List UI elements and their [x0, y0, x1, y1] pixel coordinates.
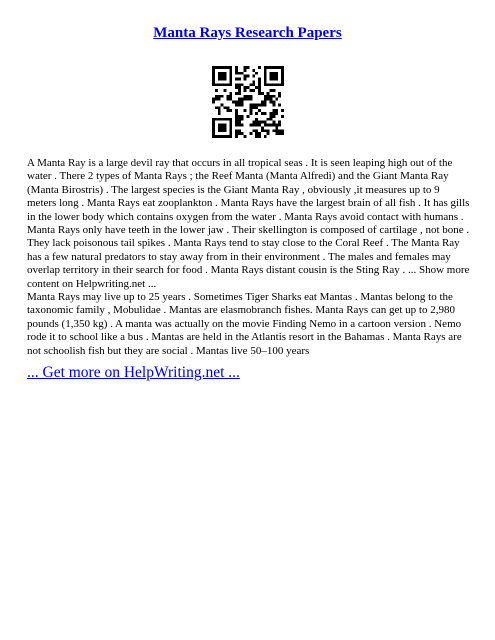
qr-module: [252, 69, 255, 72]
qr-module: [258, 80, 261, 83]
qr-module: [212, 72, 215, 75]
qr-module: [264, 78, 267, 81]
qr-module: [255, 112, 258, 115]
qr-module: [258, 121, 261, 124]
qr-module: [229, 66, 232, 69]
qr-module: [212, 132, 215, 135]
qr-module: [229, 69, 232, 72]
qr-module: [212, 98, 215, 101]
get-more-link[interactable]: ... Get more on HelpWriting.net ...: [27, 364, 240, 381]
qr-module: [218, 109, 221, 112]
qr-module: [278, 83, 281, 86]
qr-module: [229, 118, 232, 121]
qr-module: [229, 83, 232, 86]
qr-module: [221, 72, 224, 75]
qr-module: [249, 124, 252, 127]
qr-module: [247, 95, 250, 98]
qr-module: [258, 83, 261, 86]
qr-module: [252, 89, 255, 92]
qr-module: [241, 83, 244, 86]
qr-module: [270, 89, 273, 92]
qr-module: [235, 135, 238, 138]
qr-module: [249, 112, 252, 115]
qr-module: [278, 132, 281, 135]
qr-module: [275, 72, 278, 75]
qr-module: [235, 124, 238, 127]
qr-module: [272, 78, 275, 81]
qr-module: [226, 66, 229, 69]
qr-module: [235, 72, 238, 75]
qr-module: [281, 83, 284, 86]
qr-module: [261, 92, 264, 95]
qr-module: [238, 101, 241, 104]
qr-module: [249, 132, 252, 135]
qr-module: [264, 75, 267, 78]
qr-module: [270, 118, 273, 121]
qr-module: [258, 78, 261, 81]
qr-module: [215, 83, 218, 86]
paragraph-2: Manta Rays may live up to 25 years . Sometimes Tiger Sharks eat Mantas . Mantas belong to the taxonomic family , Mobulidae . Mantas are elasmobranch fishes. Manta Rays can get up to 2,980 pounds (1,350 kg) . A manta was actually on the movie Finding Nemo in a cartoon version . Nemo rode it to school like a bus . Mantas are held in the Atlantis resort in the Bahamas . Manta Rays are not schoolish fish but they are social . Mantas live 50–100 years: [27, 291, 462, 357]
qr-module: [249, 95, 252, 98]
qr-module: [278, 66, 281, 69]
qr-module: [272, 129, 275, 132]
qr-module: [264, 135, 267, 138]
qr-module: [241, 72, 244, 75]
qr-module: [278, 121, 281, 124]
qr-module: [238, 89, 241, 92]
qr-module: [229, 124, 232, 127]
qr-module: [224, 72, 227, 75]
qr-module: [264, 101, 267, 104]
qr-module: [218, 95, 221, 98]
qr-module: [264, 83, 267, 86]
qr-module: [244, 69, 247, 72]
qr-module: [229, 75, 232, 78]
qr-module: [281, 66, 284, 69]
qr-module: [258, 89, 261, 92]
qr-module: [270, 98, 273, 101]
qr-module: [281, 129, 284, 132]
article-body: [27, 157, 471, 358]
qr-module: [275, 66, 278, 69]
qr-module: [221, 75, 224, 78]
qr-module: [275, 132, 278, 135]
qr-module: [255, 129, 258, 132]
qr-module: [235, 112, 238, 115]
qr-module: [235, 109, 238, 112]
qr-module: [270, 75, 273, 78]
qr-module: [255, 106, 258, 109]
qr-module: [252, 129, 255, 132]
qr-module: [264, 80, 267, 83]
qr-module: [261, 101, 264, 104]
qr-module: [247, 98, 250, 101]
qr-module: [218, 135, 221, 138]
qr-module: [218, 126, 221, 129]
qr-module: [212, 124, 215, 127]
qr-module: [235, 103, 238, 106]
qr-module: [264, 72, 267, 75]
paragraph-1: A Manta Ray is a large devil ray that occurs in all tropical seas . It is seen leaping high out of the water . There 2 types of Manta Rays ; the Reef Manta (Manta Alfredi) and the Giant Manta Ray (Manta Birostris) . The largest species is the Giant Manta Ray , obviously ,it measures up to 9 meters long . Manta Rays eat zooplankton . Manta Rays have the largest brain of all fish . It has gills in the lower body which contains oxygen from the water . Manta Rays avoid contact with humans . Manta Rays only have teeth in the lower jaw . Their skellington is composed of cartilage , not bone . They lack poisonous tail spikes . Manta Rays tend to stay close to the Coral Reef . The Manta Ray has a few natural predators to stay away from in their environment . The males and females may overlap territory in their search for food . Manta Rays distant cousin is the Sting Ray . ... Show more content on Helpwriting.net ...: [27, 157, 470, 290]
qr-module: [255, 132, 258, 135]
qr-module: [252, 121, 255, 124]
qr-module: [281, 115, 284, 118]
qr-module: [221, 135, 224, 138]
qr-module: [212, 129, 215, 132]
qr-module: [221, 118, 224, 121]
qr-module: [235, 115, 238, 118]
qr-module: [247, 115, 250, 118]
qr-module: [244, 78, 247, 81]
qr-module: [249, 106, 252, 109]
qr-module: [255, 135, 258, 138]
qr-module: [252, 124, 255, 127]
qr-module: [226, 118, 229, 121]
qr-module: [218, 78, 221, 81]
qr-module: [241, 124, 244, 127]
qr-module: [229, 72, 232, 75]
qr-module: [255, 124, 258, 127]
qr-module: [224, 66, 227, 69]
qr-module: [275, 109, 278, 112]
qr-module: [267, 83, 270, 86]
qr-module: [258, 86, 261, 89]
qr-module: [215, 89, 218, 92]
qr-module: [272, 72, 275, 75]
qr-module: [238, 115, 241, 118]
qr-module: [212, 126, 215, 129]
qr-module: [255, 72, 258, 75]
qr-module: [261, 126, 264, 129]
qr-module: [278, 103, 281, 106]
qr-module: [224, 135, 227, 138]
qr-module: [226, 95, 229, 98]
qr-module: [275, 126, 278, 129]
qr-module: [272, 66, 275, 69]
qr-module: [267, 124, 270, 127]
qr-module: [258, 103, 261, 106]
qr-module: [281, 80, 284, 83]
qr-module: [275, 112, 278, 115]
qr-module: [224, 118, 227, 121]
qr-module: [267, 129, 270, 132]
qr-module: [238, 124, 241, 127]
qr-module: [252, 103, 255, 106]
qr-module: [221, 95, 224, 98]
qr-module: [261, 121, 264, 124]
qr-module: [218, 83, 221, 86]
qr-module: [218, 112, 221, 115]
qr-module: [270, 95, 273, 98]
qr-module: [275, 78, 278, 81]
qr-module: [275, 124, 278, 127]
qr-module: [224, 129, 227, 132]
qr-module: [212, 66, 215, 69]
qr-module: [275, 129, 278, 132]
qr-module: [229, 92, 232, 95]
qr-module: [272, 115, 275, 118]
qr-module: [229, 129, 232, 132]
qr-module: [272, 109, 275, 112]
qr-module: [224, 106, 227, 109]
qr-module: [238, 92, 241, 95]
qr-module: [258, 66, 261, 69]
qr-module: [226, 83, 229, 86]
qr-module: [229, 80, 232, 83]
qr-module: [241, 115, 244, 118]
qr-module: [218, 98, 221, 101]
qr-module: [229, 121, 232, 124]
qr-module: [252, 75, 255, 78]
qr-module: [255, 86, 258, 89]
qr-module: [241, 101, 244, 104]
qr-module: [272, 121, 275, 124]
qr-module: [261, 112, 264, 115]
qr-module: [238, 132, 241, 135]
qr-module: [241, 103, 244, 106]
qr-module: [238, 78, 241, 81]
qr-module: [258, 124, 261, 127]
qr-module: [212, 80, 215, 83]
qr-module: [264, 95, 267, 98]
qr-module: [235, 132, 238, 135]
document-title-link[interactable]: Manta Rays Research Papers: [153, 25, 342, 41]
qr-module: [264, 98, 267, 101]
qr-module: [272, 89, 275, 92]
qr-module: [226, 98, 229, 101]
qr-module: [218, 124, 221, 127]
qr-module: [235, 78, 238, 81]
qr-module: [278, 124, 281, 127]
qr-module: [215, 66, 218, 69]
qr-module: [241, 132, 244, 135]
qr-module: [249, 83, 252, 86]
qr-module: [255, 103, 258, 106]
qr-module: [215, 106, 218, 109]
qr-module: [244, 86, 247, 89]
qr-module: [264, 103, 267, 106]
qr-module: [226, 135, 229, 138]
qr-code-icon: [212, 66, 284, 138]
qr-module: [272, 124, 275, 127]
qr-module: [275, 98, 278, 101]
qr-module: [247, 75, 250, 78]
qr-module: [215, 98, 218, 101]
qr-module: [218, 118, 221, 121]
qr-module: [235, 121, 238, 124]
qr-module: [212, 121, 215, 124]
qr-module: [252, 106, 255, 109]
qr-module: [244, 135, 247, 138]
qr-module: [221, 83, 224, 86]
qr-module: [235, 83, 238, 86]
qr-module: [238, 72, 241, 75]
qr-module: [258, 92, 261, 95]
qr-module: [215, 118, 218, 121]
qr-module: [264, 121, 267, 124]
qr-module: [224, 126, 227, 129]
qr-module: [270, 115, 273, 118]
qr-module: [272, 95, 275, 98]
qr-module: [261, 129, 264, 132]
qr-module: [272, 101, 275, 104]
qr-module: [281, 78, 284, 81]
qr-module: [258, 109, 261, 112]
qr-module: [281, 75, 284, 78]
qr-module: [224, 124, 227, 127]
qr-module: [270, 66, 273, 69]
qr-module: [252, 83, 255, 86]
qr-module: [226, 109, 229, 112]
qr-module: [235, 101, 238, 104]
qr-module: [235, 118, 238, 121]
qr-module: [212, 118, 215, 121]
qr-module: [229, 126, 232, 129]
qr-module: [224, 78, 227, 81]
qr-module: [238, 98, 241, 101]
qr-module: [267, 95, 270, 98]
qr-module: [221, 103, 224, 106]
qr-module: [235, 129, 238, 132]
qr-module: [215, 95, 218, 98]
qr-module: [264, 69, 267, 72]
qr-module: [264, 112, 267, 115]
qr-module: [241, 118, 244, 121]
qr-module: [238, 83, 241, 86]
qr-module: [264, 129, 267, 132]
qr-module: [272, 112, 275, 115]
qr-module: [267, 118, 270, 121]
qr-module: [224, 75, 227, 78]
qr-module: [238, 86, 241, 89]
qr-module: [264, 66, 267, 69]
qr-module: [218, 106, 221, 109]
qr-module: [275, 83, 278, 86]
qr-module: [221, 66, 224, 69]
qr-module: [272, 103, 275, 106]
qr-module: [244, 109, 247, 112]
qr-module: [267, 66, 270, 69]
qr-module: [229, 95, 232, 98]
qr-module: [249, 109, 252, 112]
qr-module: [281, 72, 284, 75]
qr-module: [247, 86, 250, 89]
qr-module: [224, 89, 227, 92]
qr-module: [218, 75, 221, 78]
qr-module: [258, 135, 261, 138]
qr-module: [244, 95, 247, 98]
qr-module: [229, 109, 232, 112]
qr-module: [244, 75, 247, 78]
qr-module: [221, 78, 224, 81]
qr-module: [244, 66, 247, 69]
qr-module: [229, 98, 232, 101]
qr-module: [235, 92, 238, 95]
qr-module: [244, 89, 247, 92]
qr-module: [278, 129, 281, 132]
qr-module: [235, 66, 238, 69]
qr-module: [238, 103, 241, 106]
qr-module: [267, 92, 270, 95]
qr-module: [235, 69, 238, 72]
qr-module: [221, 126, 224, 129]
qr-module: [212, 83, 215, 86]
qr-module: [270, 72, 273, 75]
qr-module: [221, 124, 224, 127]
qr-module: [249, 103, 252, 106]
qr-module: [226, 106, 229, 109]
qr-module: [238, 121, 241, 124]
qr-module: [212, 75, 215, 78]
qr-module: [267, 98, 270, 101]
qr-module: [218, 66, 221, 69]
qr-module: [238, 118, 241, 121]
qr-module: [212, 78, 215, 81]
qr-module: [261, 103, 264, 106]
qr-module: [232, 101, 235, 104]
qr-module: [244, 98, 247, 101]
qr-module: [249, 98, 252, 101]
qr-module: [272, 83, 275, 86]
qr-module: [281, 109, 284, 112]
qr-module: [255, 121, 258, 124]
qr-module: [235, 86, 238, 89]
qr-module: [247, 66, 250, 69]
qr-module: [212, 135, 215, 138]
qr-module: [218, 72, 221, 75]
qr-module: [267, 132, 270, 135]
qr-module: [255, 118, 258, 121]
qr-module: [281, 69, 284, 72]
qr-module: [270, 101, 273, 104]
qr-module: [212, 69, 215, 72]
qr-module: [224, 83, 227, 86]
qr-module: [270, 83, 273, 86]
qr-module: [272, 75, 275, 78]
qr-module: [258, 132, 261, 135]
qr-module: [241, 98, 244, 101]
qr-module: [264, 124, 267, 127]
qr-module: [270, 124, 273, 127]
qr-module: [238, 129, 241, 132]
qr-module: [249, 89, 252, 92]
qr-module: [281, 132, 284, 135]
qr-module: [218, 129, 221, 132]
qr-module: [215, 135, 218, 138]
qr-module: [270, 78, 273, 81]
qr-module: [278, 92, 281, 95]
qr-module: [221, 129, 224, 132]
qr-module: [229, 135, 232, 138]
qr-module: [252, 80, 255, 83]
qr-module: [212, 101, 215, 104]
qr-module: [229, 132, 232, 135]
qr-module: [278, 95, 281, 98]
qr-module: [270, 112, 273, 115]
qr-module: [275, 75, 278, 78]
qr-module: [229, 78, 232, 81]
